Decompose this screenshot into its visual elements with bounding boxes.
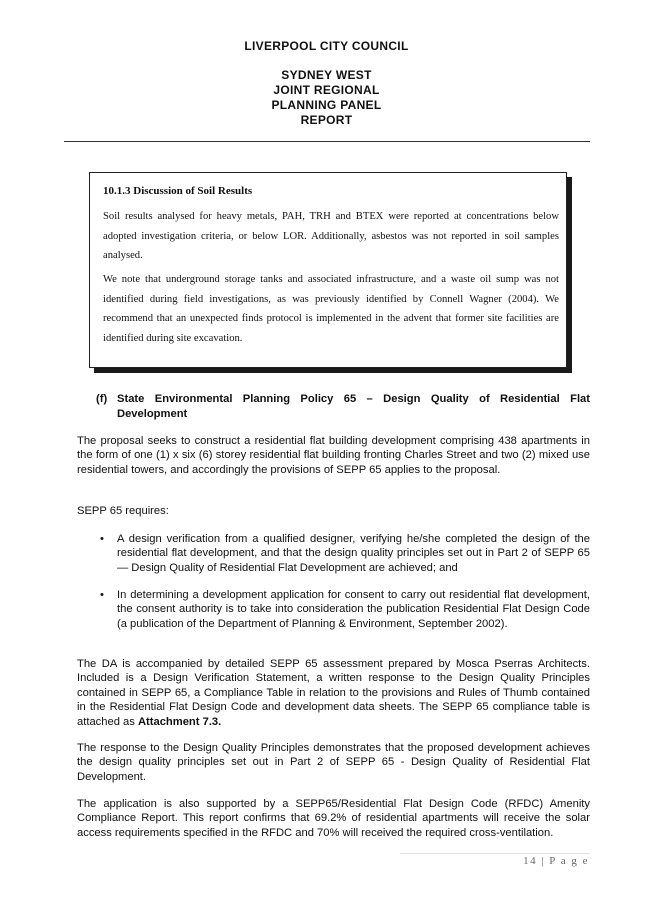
excerpt-heading: 10.1.3 Discussion of Soil Results: [103, 185, 253, 197]
application-paragraph: The application is also supported by a SEPP65/Residential Flat Design Code (RFDC) Amenity Compliance Report. This report confirms that 69.2% of residential apartments will receive the solar access requirements specified in the RFDC and 70% will received the required cross-ventilation.: [77, 798, 590, 839]
section-title-line-2: Development: [117, 408, 188, 420]
excerpt-paragraph-2: We note that underground storage tanks and associated infrastructure, and a waste oil sump was not identified during field investigations, as was previously identified by Connell Wagner (2004). We recommend that an unexpected finds protocol is implemented in the advent that former site facilities are identified during site excavation.: [103, 274, 559, 344]
header-line-3: PLANNING PANEL: [271, 98, 382, 112]
list-item-text: In determining a development application for consent to carry out residential flat development, the consent authority is to take into consideration the publication Residential Flat Design Code (a publication of the Department of Planning & Environment, September 2002).: [117, 589, 590, 630]
bullet-icon: •: [100, 533, 104, 545]
header-divider: [64, 141, 590, 142]
header-line-1: SYDNEY WEST: [281, 68, 372, 82]
bullet-icon: •: [100, 589, 104, 601]
council-name: LIVERPOOL CITY COUNCIL: [244, 39, 409, 53]
footer-divider: [400, 853, 590, 854]
soil-results-excerpt: [89, 172, 567, 368]
requires-paragraph: SEPP 65 requires:: [77, 505, 169, 517]
section-title-line-1: State Environmental Planning Policy 65 – Design Quality of Residential Flat: [117, 393, 590, 405]
excerpt-paragraph-1: Soil results analysed for heavy metals, PAH, TRH and BTEX were reported at concentrations below adopted investigation criteria, or below LOR. Additionally, asbestos was not reported in soil samples analysed.: [103, 211, 559, 262]
da-paragraph: [77, 657, 590, 729]
attachment-reference: Attachment 7.3.: [137, 715, 222, 728]
header-line-2: JOINT REGIONAL: [273, 83, 380, 97]
header-line-4: REPORT: [300, 113, 353, 127]
section-letter: (f): [96, 393, 108, 405]
response-paragraph: The response to the Design Quality Principles demonstrates that the proposed development achieves the design quality principles set out in Part 2 of SEPP 65 - Design Quality of Residential Flat Development.: [77, 742, 590, 783]
list-item-text: A design verification from a qualified designer, verifying he/she completed the design of the residential flat development, and that the design quality principles set out in Part 2 of SEPP 65 — Design Quality of Residential Flat Development are achieved; and: [117, 533, 590, 574]
intro-paragraph: The proposal seeks to construct a residential flat building development comprising 438 apartments in the form of one (1) x six (6) storey residential flat building fronting Charles Street and two (2) mixed use residential towers, and accordingly the provisions of SEPP 65 applies to the proposal.: [77, 435, 590, 476]
page-number: 14 | P a g e: [523, 855, 589, 867]
report-header: [0, 39, 653, 128]
da-paragraph-text: The DA is accompanied by detailed SEPP 65 assessment prepared by Mosca Pserras Architects. Included is a Design Verification Statement, a written response to the Design Quality Principles contained in SEPP 65, a Compliance Table in relation to the provisions and Rules of Thumb contained in the Residential Flat Design Code and development data sheets. The SEPP 65 compliance table is attached as: [77, 658, 590, 728]
